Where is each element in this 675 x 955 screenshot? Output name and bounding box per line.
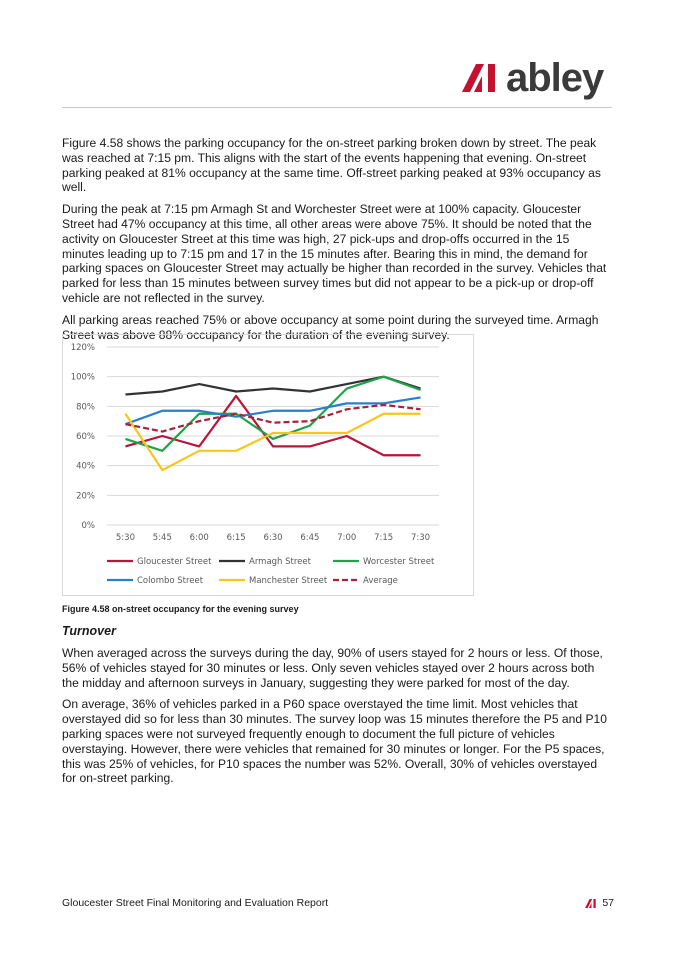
occupancy-line-chart — [63, 335, 473, 595]
x-tick-label: 5:30 — [115, 533, 135, 543]
section-heading: Turnover — [62, 624, 116, 638]
x-tick-label: 6:45 — [300, 533, 320, 543]
turnover-text — [62, 646, 614, 793]
legend-label: Armagh Street — [249, 557, 311, 567]
abley-logo-mark-icon — [462, 64, 502, 92]
y-tick-label: 80% — [76, 402, 95, 413]
paragraph: During the peak at 7:15 pm Armagh St and Worchester Street were at 100% capacity. Gloucester Street had 47% occupancy at this time, all other areas were above 75%. It should be noted that the activity on Gloucester Street at this time was high, 27 pick-ups and drop-offs occurred in the 15 minutes leading up to 7:15 pm and 17 in the 15 minutes after. Bearing this in mind, the demand for parking spaces on Gloucester Street may actually be higher than recorded in the survey. Vehicles that parked for less than 15 minutes between survey times but did not appear to be a pick-up or drop-off vehicle are not reflected in the survey. — [62, 202, 607, 305]
page-number: 57 — [602, 897, 614, 909]
occupancy-chart — [62, 334, 474, 596]
x-tick-label: 7:00 — [337, 533, 357, 543]
header-divider — [62, 107, 612, 108]
footer-page-number — [585, 897, 614, 909]
paragraph: All parking areas reached 75% or above occupancy at some point during the surveyed time. Armagh Street was above 88% occupancy for the duration of the evening survey. — [62, 312, 599, 342]
legend-label: Worcester Street — [363, 557, 435, 567]
y-tick-label: 60% — [76, 432, 95, 442]
abley-small-mark-icon — [585, 899, 598, 908]
figure-caption: Figure 4.58 on-street occupancy for the evening survey — [62, 604, 299, 614]
x-tick-label: 7:15 — [374, 533, 394, 543]
series-line — [125, 397, 420, 424]
abley-logo — [462, 58, 603, 98]
legend-label: Colombo Street — [137, 576, 204, 586]
logo-wordmark: abley — [506, 56, 604, 100]
legend-label: Average — [363, 576, 398, 586]
y-tick-label: 120% — [70, 343, 95, 353]
y-tick-label: 0% — [81, 521, 95, 531]
x-tick-label: 5:45 — [152, 533, 172, 543]
legend-label: Gloucester Street — [137, 557, 212, 567]
y-tick-label: 100% — [70, 372, 95, 383]
y-tick-label: 20% — [76, 491, 95, 502]
page-footer — [62, 897, 614, 909]
x-tick-label: 6:15 — [226, 533, 246, 543]
paragraph: When averaged across the surveys during the day, 90% of users stayed for 2 hours or less. Of those, 56% of vehicles stayed for 30 minutes or less. Only seven vehicles stayed over 2 hours across both the midday and afternoon surveys in January, suggesting they were parked for most of the day. — [62, 646, 603, 690]
footer-title: Gloucester Street Final Monitoring and Evaluation Report — [62, 897, 329, 909]
y-tick-label: 40% — [76, 461, 95, 472]
paragraph: On average, 36% of vehicles parked in a P60 space overstayed the time limit. Most vehicles that overstayed did so for less than 30 minutes. The survey loop was 15 minutes therefore the P5 and P10 parking spaces were not surveyed frequently enough to document the full picture of vehicles overstaying. However, there were vehicles that remained for 30 minutes or longer. For the P5 spaces, this was 25% of vehicles, for P10 spaces the number was 52%. Overall, 30% of vehicles overstayed for on-street parking. — [62, 697, 607, 786]
x-tick-label: 6:00 — [189, 533, 209, 543]
x-tick-label: 6:30 — [263, 533, 283, 543]
paragraph: Figure 4.58 shows the parking occupancy for the on-street parking broken down by street. The peak was reached at 7:15 pm. This aligns with the start of the events happening that evening. On-street parking peaked at 81% occupancy at the same time. Off-street parking peaked at 93% occupancy as well. — [62, 136, 601, 195]
intro-text — [62, 136, 614, 349]
x-tick-label: 7:30 — [411, 533, 431, 543]
legend-label: Manchester Street — [249, 576, 328, 586]
